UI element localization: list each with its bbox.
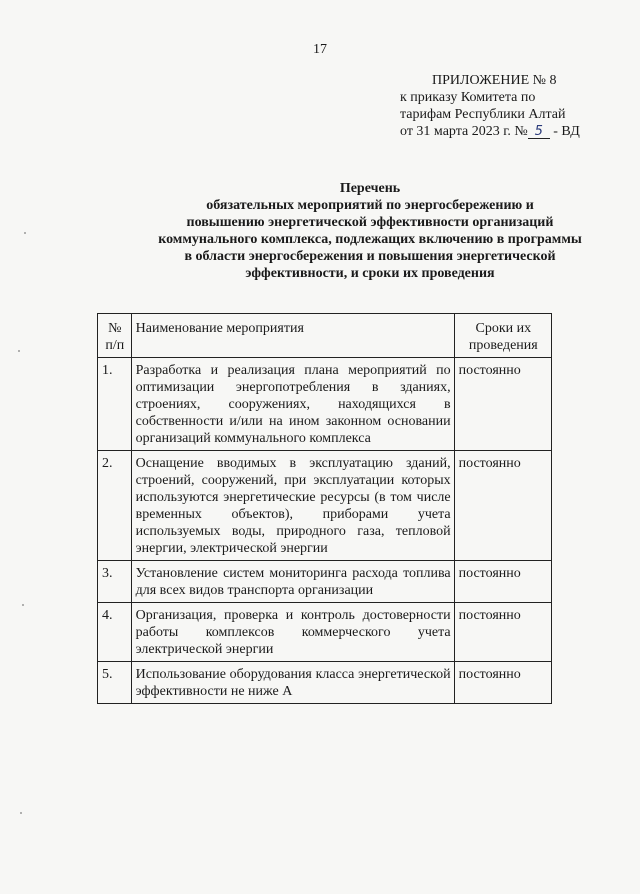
table-row bbox=[98, 451, 552, 561]
scan-speck bbox=[22, 604, 24, 606]
row-num: 2. bbox=[98, 451, 132, 561]
scan-speck bbox=[24, 232, 26, 234]
row-name: Использование оборудования класса энергетической эффективности не ниже А bbox=[131, 662, 454, 704]
order-date: от 31 марта 2023 г. № bbox=[400, 124, 528, 139]
row-num: 5. bbox=[98, 662, 132, 704]
measures-table bbox=[97, 313, 552, 704]
row-num: 1. bbox=[98, 358, 132, 451]
heading-line: эффективности, и сроки их проведения bbox=[245, 266, 495, 281]
page-number: 17 bbox=[313, 42, 327, 57]
table-row bbox=[98, 603, 552, 662]
appendix-title: ПРИЛОЖЕНИЕ № 8 bbox=[432, 73, 557, 88]
appendix-line-2: тарифам Республики Алтай bbox=[400, 107, 566, 122]
appendix-line-1: к приказу Комитета по bbox=[400, 90, 536, 105]
order-number-line bbox=[400, 123, 630, 140]
table-row bbox=[98, 358, 552, 451]
heading-line: Перечень bbox=[339, 181, 401, 196]
heading-line: в области энергосбережения и повышения энергетической bbox=[184, 249, 556, 264]
appendix-block bbox=[400, 72, 630, 140]
row-name: Разработка и реализация плана мероприятий по оптимизации энергопотребления в зданиях, строениях, сооружениях, находящихся в собственности и/или на ином законном основании организаций коммунального комплекса bbox=[131, 358, 454, 451]
row-term: постоянно bbox=[454, 358, 551, 451]
row-term: постоянно bbox=[454, 561, 551, 603]
row-name: Организация, проверка и контроль достоверности работы комплексов коммерческого учета электрической энергии bbox=[131, 603, 454, 662]
row-num: 4. bbox=[98, 603, 132, 662]
scan-speck bbox=[18, 350, 20, 352]
row-term: постоянно bbox=[454, 662, 551, 704]
heading-line: коммунального комплекса, подлежащих включению в программы bbox=[158, 232, 582, 247]
row-name: Установление систем мониторинга расхода топлива для всех видов транспорта организации bbox=[131, 561, 454, 603]
scan-speck bbox=[20, 812, 22, 814]
heading-line: повышению энергетической эффективности организаций bbox=[186, 215, 554, 230]
order-suffix: - ВД bbox=[553, 124, 580, 139]
table-row bbox=[98, 662, 552, 704]
header-name: Наименование мероприятия bbox=[131, 314, 454, 358]
row-term: постоянно bbox=[454, 603, 551, 662]
header-num: № п/п bbox=[98, 314, 132, 358]
table-row bbox=[98, 561, 552, 603]
table-header-row bbox=[98, 314, 552, 358]
handwritten-order-number: 5 bbox=[528, 125, 550, 139]
row-name: Оснащение вводимых в эксплуатацию зданий, строений, сооружений, при эксплуатации которых используются энергетические ресурсы (в том числе временных объектов), приборами учета используемых воды, природного газа, тепловой энергии, электрической энергии bbox=[131, 451, 454, 561]
document-heading bbox=[120, 180, 620, 282]
row-num: 3. bbox=[98, 561, 132, 603]
header-term: Сроки их проведения bbox=[454, 314, 551, 358]
heading-line: обязательных мероприятий по энергосбережению и bbox=[206, 198, 534, 213]
row-term: постоянно bbox=[454, 451, 551, 561]
